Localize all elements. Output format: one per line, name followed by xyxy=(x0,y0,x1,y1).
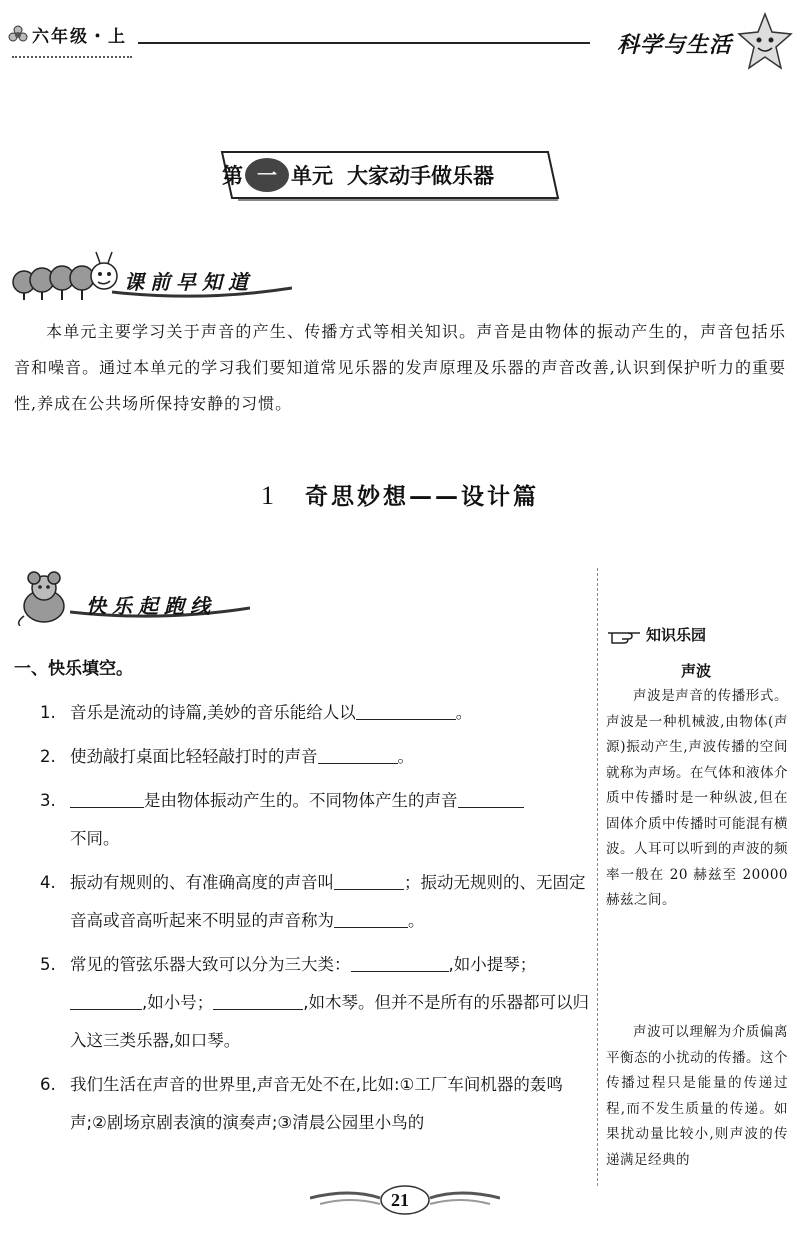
question-5: 5. 常见的管弦乐器大致可以分为三大类： ,如小提琴； ,如小号； ,如木琴。但并不是所有的乐器都可以归入这三类乐器,如口琴。 xyxy=(40,946,592,1060)
answer-blank[interactable] xyxy=(70,788,144,808)
question-1: 1. 音乐是流动的诗篇,美妙的音乐能给人以 。 xyxy=(40,694,592,732)
book-title: 科学与生活 xyxy=(616,33,732,58)
question-number: 1. xyxy=(40,703,56,722)
question-6: 6. 我们生活在声音的世界里,声音无处不在,比如:①工厂车间机器的轰鸣声;②剧场京剧表演的演奏声;③清晨公园里小鸟的 xyxy=(40,1066,592,1142)
warmup-badge-label: 快乐起跑线 xyxy=(86,594,216,618)
answer-blank[interactable] xyxy=(318,744,398,764)
question-number: 6. xyxy=(40,1075,56,1094)
answer-blank[interactable] xyxy=(334,870,404,890)
grade-label: 六年级・上 xyxy=(32,27,127,47)
question-number: 3. xyxy=(40,791,56,810)
caterpillar-icon xyxy=(10,248,122,304)
sidebar-title: 声波 xyxy=(680,662,711,680)
answer-blank[interactable] xyxy=(351,952,449,972)
question-number: 2. xyxy=(40,747,56,766)
answer-blank[interactable] xyxy=(334,908,408,928)
mouse-icon xyxy=(14,570,76,626)
answer-blank[interactable] xyxy=(213,990,303,1010)
section-heading: 一、快乐填空。 xyxy=(14,659,133,679)
unit-suffix: 单元 xyxy=(291,164,333,188)
unit-number: 一 xyxy=(245,158,289,192)
lesson-title xyxy=(0,478,800,511)
lesson-number: 1 xyxy=(261,481,277,510)
lesson-name: 奇思妙想——设计篇 xyxy=(305,484,539,510)
unit-title xyxy=(218,158,562,192)
unit-title-banner xyxy=(218,148,562,202)
header-rule xyxy=(138,42,590,44)
sidebar-heading xyxy=(606,624,706,645)
flower-icon xyxy=(8,25,28,45)
star-mascot-icon xyxy=(736,12,794,72)
preview-badge-label: 课前早知道 xyxy=(124,270,254,294)
answer-blank[interactable] xyxy=(458,788,524,808)
question-2: 2. 使劲敲打桌面比轻轻敲打时的声音 。 xyxy=(40,738,592,776)
running-header-left xyxy=(8,22,127,47)
sidebar-paragraph-2: 声波可以理解为介质偏离平衡态的小扰动的传播。这个传播过程只是能量的传递过程,而不发生质量的传递。如果扰动量比较小,则声波的传递满足经典的 xyxy=(606,1024,788,1168)
question-4: 4. 振动有规则的、有准确高度的声音叫 ；振动无规则的、无固定音高或音高听起来不明显的声音称为 。 xyxy=(40,864,592,940)
unit-intro-paragraph: 本单元主要学习关于声音的产生、传播方式等相关知识。声音是由物体的振动产生的，声音包括乐音和噪音。通过本单元的学习我们要知道常见乐器的发声原理及乐器的声音改善,认识到保护听力的重要性,养成在公共场所保持安静的习惯。 xyxy=(14,322,786,413)
column-divider xyxy=(597,568,598,1186)
question-number: 4. xyxy=(40,873,56,892)
answer-blank[interactable] xyxy=(70,990,142,1010)
answer-blank[interactable] xyxy=(356,700,456,720)
question-number: 5. xyxy=(40,955,56,974)
sidebar-paragraph-1: 声波是声音的传播形式。声波是一种机械波,由物体(声源)振动产生,声波传播的空间就称为声场。在气体和液体介质中传播时是一种纵波,但在固体介质中传播时可能混有横波。人耳可以听到的声波的频率一般在 20 赫兹至 20000 赫兹之间。 xyxy=(606,688,788,908)
question-3: 3. 是由物体振动产生的。不同物体产生的声音 不同。 xyxy=(40,782,592,858)
page-number: 21 xyxy=(391,1190,409,1210)
pointing-hand-icon xyxy=(606,625,644,645)
sidebar-label: 知识乐园 xyxy=(646,626,707,644)
unit-prefix: 第 xyxy=(222,164,243,188)
unit-name: 大家动手做乐器 xyxy=(347,164,494,188)
question-list xyxy=(40,694,592,1148)
header-dotted-rule xyxy=(12,56,132,58)
